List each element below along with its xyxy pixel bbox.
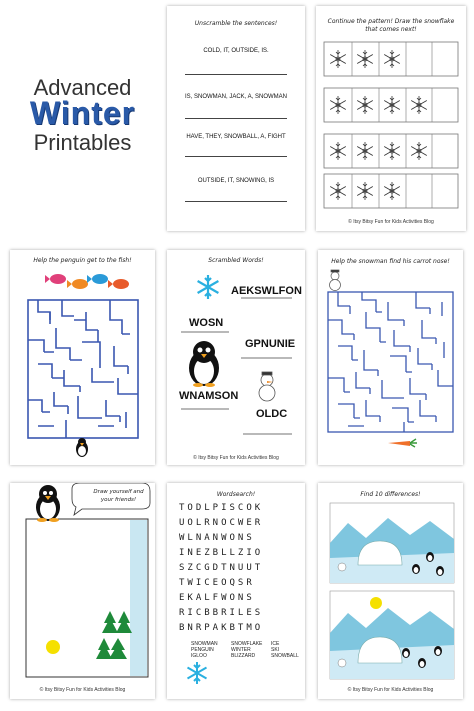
scrambled-word-4: WNAMSON — [179, 390, 239, 402]
penguin-maze-heading: Help the penguin get to the fish! — [33, 257, 132, 264]
wordsearch-sheet — [167, 483, 305, 699]
wordsearch-word: SKI — [271, 647, 280, 653]
draw-scene — [10, 483, 155, 699]
snowman-maze — [318, 250, 463, 465]
scrambled-illustrations — [167, 250, 305, 465]
title-winter: Winter — [29, 95, 136, 131]
snowflake-icon — [198, 275, 219, 299]
wordsearch-row: TWICEOQSR — [179, 578, 255, 588]
sentence-1: COLD, IT, OUTSIDE, IS. — [203, 48, 269, 54]
scrambled-heading: Scrambled Words! — [208, 257, 264, 264]
wordsearch-word: BLIZZARD — [231, 653, 256, 659]
sentence-2: IS, SNOWMAN, JACK, A, SNOWMAN — [184, 94, 287, 100]
differences-scenes — [318, 483, 463, 699]
wordsearch-row: BNRPAKBTMO — [179, 623, 264, 633]
pattern-heading-2: that comes next! — [365, 26, 417, 33]
pattern-heading-1: Continue the pattern! Draw the snowflake — [327, 18, 455, 25]
sun-icon — [370, 597, 382, 609]
scrambled-footer: © Itsy Bitsy Fun for Kids Activities Blog — [193, 455, 279, 461]
answer-line — [185, 74, 287, 75]
penguin-maze — [10, 250, 155, 465]
title-advanced: Advanced — [33, 75, 132, 100]
wordsearch-decor — [167, 483, 305, 699]
wordsearch-word: SNOWBALL — [271, 653, 299, 659]
scene-top — [330, 503, 454, 583]
carrot-icon — [388, 439, 417, 447]
fish-icon — [45, 274, 129, 289]
answer-line — [185, 201, 287, 202]
wordsearch-row: UOLRNOCWER — [179, 518, 264, 528]
wordsearch-heading: Wordsearch! — [216, 491, 256, 498]
wordsearch-row: INEZBLLZIO — [179, 548, 264, 558]
penguin-icon — [36, 485, 60, 522]
wordsearch-word: ICE — [271, 641, 280, 647]
snowman-icon — [338, 563, 346, 571]
penguin-maze-sheet — [10, 250, 155, 465]
snowman-maze-heading: Help the snowman find his carrot nose! — [331, 258, 450, 265]
sentence-3: HAVE, THEY, SNOWBALL, A, FIGHT — [186, 134, 286, 140]
wordsearch-row: RICBBRILES — [179, 608, 264, 618]
scrambled-word-3: GPNUNIE — [245, 338, 296, 350]
draw-yourself-sheet — [10, 483, 155, 699]
wordsearch-word: PENGUIN — [191, 647, 214, 653]
snowflake-icon — [188, 662, 207, 684]
maze-walls — [328, 292, 453, 432]
scrambled-word-1: AEKSWLFON — [231, 285, 302, 297]
penguin-icon — [189, 341, 219, 387]
title-printables: Printables — [33, 130, 132, 155]
wordsearch-word: WINTER — [231, 647, 251, 653]
snowman-maze-sheet — [318, 250, 463, 465]
snowman-icon — [338, 659, 346, 667]
snowman-icon — [330, 270, 341, 291]
snowman-icon — [259, 372, 275, 401]
wordsearch-word: IGLOO — [191, 653, 207, 659]
penguin-icon — [76, 438, 88, 457]
maze-walls — [28, 300, 138, 438]
sentence-4: OUTSIDE, IT, SNOWING, IS — [197, 178, 275, 184]
ice-strip — [130, 520, 147, 676]
draw-footer: © Itsy Bitsy Fun for Kids Activities Blog — [39, 687, 126, 693]
scene-bottom — [330, 591, 454, 679]
differences-footer: © Itsy Bitsy Fun for Kids Activities Blog — [347, 687, 434, 693]
differences-sheet — [318, 483, 463, 699]
unscramble-sheet — [167, 6, 305, 231]
snowflake-pattern-grid — [316, 6, 466, 231]
unscramble-heading: Unscramble the sentences! — [194, 20, 278, 27]
answer-line — [185, 156, 287, 157]
bubble-text-1: Draw yourself and — [93, 489, 144, 495]
scrambled-word-2: WOSN — [189, 317, 224, 329]
wordsearch-row: TODLPISCOK — [179, 503, 264, 513]
answer-line — [185, 118, 287, 119]
pattern-footer: © Itsy Bitsy Fun for Kids Activities Blog — [348, 219, 434, 225]
wordsearch-row: EKALFWONS — [179, 593, 255, 603]
sun-icon — [46, 640, 60, 654]
wordsearch-row: SZCGDTNUUT — [179, 563, 264, 573]
bubble-text-2: your friends! — [100, 497, 137, 503]
wordsearch-row: WLNANWONS — [179, 533, 255, 543]
scrambled-word-5: OLDC — [256, 408, 288, 420]
wordsearch-word: SNOWMAN — [191, 641, 218, 647]
wordsearch-word: SNOWFLAKE — [231, 641, 263, 647]
pattern-sheet — [316, 6, 466, 231]
scrambled-words-sheet — [167, 250, 305, 465]
differences-heading: Find 10 differences! — [360, 491, 421, 498]
